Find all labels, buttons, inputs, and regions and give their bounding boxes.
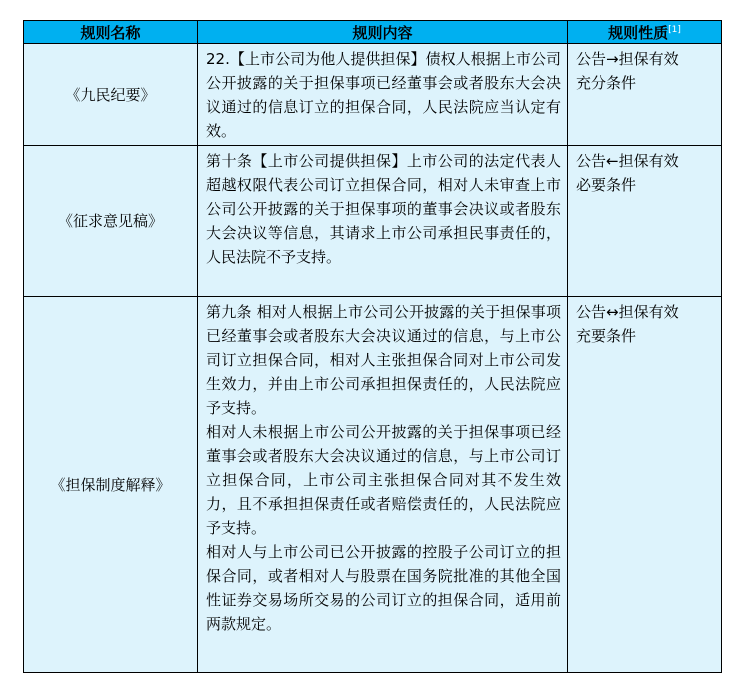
header-row — [24, 21, 722, 44]
nature-relation: 公告→担保有效 — [576, 50, 679, 68]
rules-table — [23, 20, 722, 673]
table-row — [24, 146, 722, 297]
nature-condition: 必要条件 — [576, 176, 637, 194]
table-row — [24, 44, 722, 146]
nature-condition: 充分条件 — [576, 74, 637, 92]
nature-condition: 充要条件 — [576, 327, 637, 345]
header-rule-nature — [568, 21, 722, 44]
header-rule-content: 规则内容 — [198, 21, 568, 44]
header-rule-name: 规则名称 — [24, 21, 198, 44]
rule-paragraph: 第十条【上市公司提供担保】上市公司的法定代表人超越权限代表公司订立担保合同，相对人未审查上市公司公开披露的关于担保事项的董事会决议或者股东大会决议等信息，其请求上市公司承担民事责任的，人民法院不予支持。 — [206, 152, 561, 266]
rule-paragraph: 相对人未根据上市公司公开披露的关于担保事项已经董事会或者股东大会决议通过的信息，与上市公司订立担保合同，上市公司主张担保合同对其不发生效力，且不承担担保责任或者赔偿责任的，人民法院应予支持。 — [206, 423, 561, 537]
rule-name-cell: 《九民纪要》 — [24, 44, 198, 146]
rule-paragraph: 22.【上市公司为他人提供担保】债权人根据上市公司公开披露的关于担保事项已经董事会或者股东大会决议通过的信息订立的担保合同，人民法院应当认定有效。 — [206, 50, 561, 140]
rule-name-cell: 《征求意见稿》 — [24, 146, 198, 297]
nature-relation: 公告←担保有效 — [576, 152, 679, 170]
rule-paragraph: 相对人与上市公司已公开披露的控股子公司订立的担保合同，或者相对人与股票在国务院批准的其他全国性证券交易场所交易的公司订立的担保合同，适用前两款规定。 — [206, 543, 561, 633]
header-rule-nature-label: 规则性质 — [608, 23, 669, 42]
rule-paragraph: 第九条 相对人根据上市公司公开披露的关于担保事项已经董事会或者股东大会决议通过的信息，与上市公司订立担保合同，相对人主张担保合同对上市公司发生效力，并由上市公司承担担保责任的，人民法院应予支持。 — [206, 303, 561, 417]
rule-nature-cell — [568, 44, 722, 146]
footnote-ref[interactable]: [1] — [668, 24, 681, 35]
nature-relation: 公告↔担保有效 — [576, 303, 679, 321]
rule-content-cell — [198, 44, 568, 146]
rule-content-cell — [198, 146, 568, 297]
rule-nature-cell — [568, 146, 722, 297]
rule-nature-cell — [568, 297, 722, 673]
rule-content-cell — [198, 297, 568, 673]
table-row — [24, 297, 722, 673]
rule-name-cell: 《担保制度解释》 — [24, 297, 198, 673]
